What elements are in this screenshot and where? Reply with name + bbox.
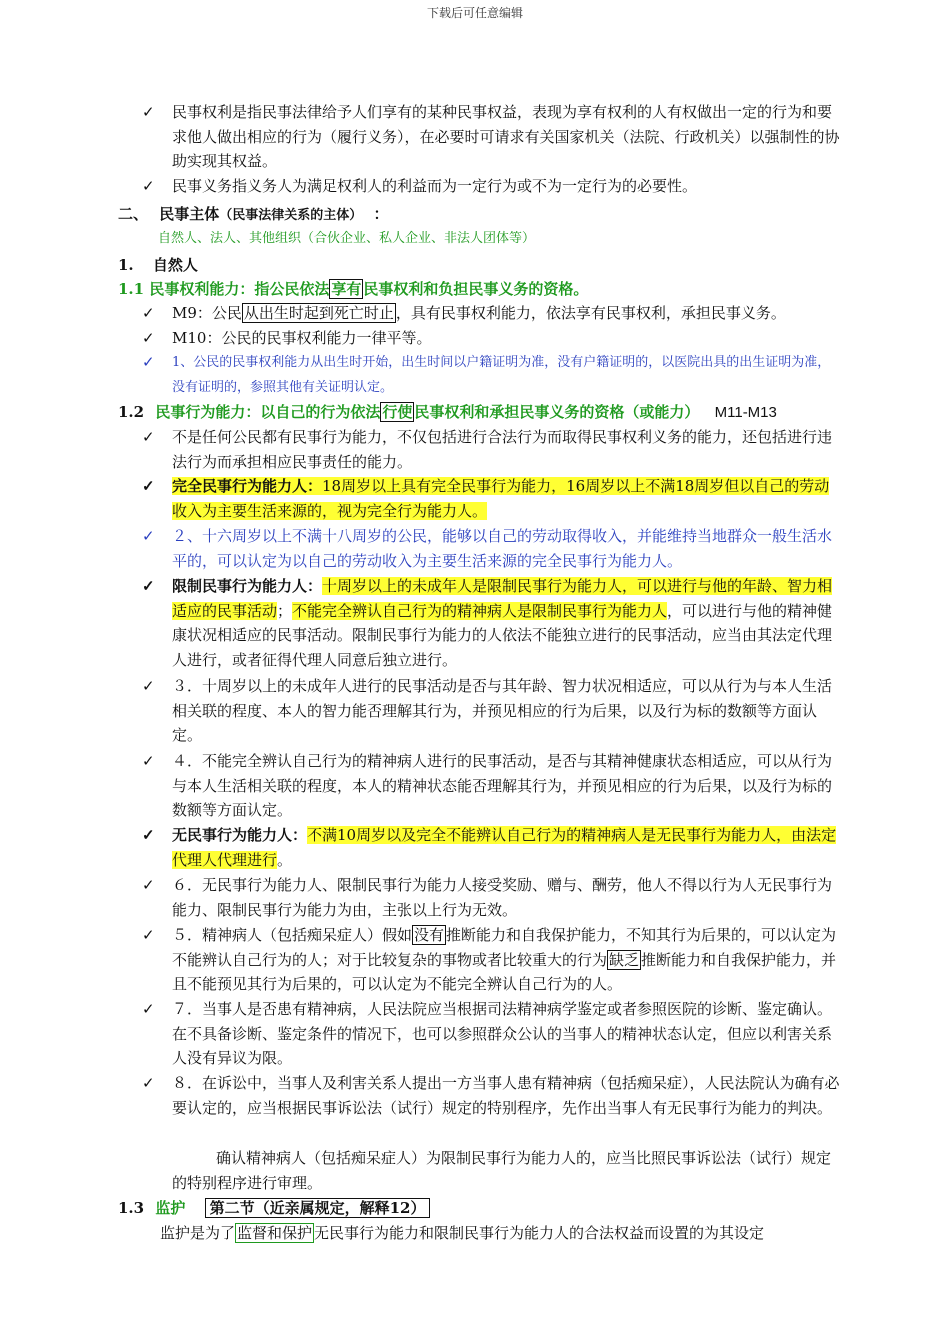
heading-text: 1.1 民事权利能力：指公民依法 <box>118 280 330 298</box>
check-icon: ✓ <box>142 477 155 495</box>
check-icon: ✓ <box>142 329 155 347</box>
article-m9-text: M9：公民 <box>172 304 242 322</box>
boxed-term: 从出生时起到死亡时止 <box>243 304 394 322</box>
article-reference: M11-M13 <box>714 404 777 421</box>
paragraph-text-end: 无民事行为能力和限制民事行为能力人的合法权益而设置的为其设定 <box>314 1224 765 1242</box>
separator: ； <box>277 601 293 620</box>
highlighted-text: 不能完全辨认自己行为的精神病人是限制民事行为能力人 <box>292 601 668 620</box>
heading-number: 1.2 <box>118 403 145 421</box>
check-icon: ✓ <box>142 826 155 844</box>
check-icon: ✓ <box>142 876 155 894</box>
paragraph-end: 。 <box>277 850 293 869</box>
highlighted-text: 不满10周岁以及完全不能辨认自己行为的精神病人是无民事行为能力人，由法定代理人代理进行 <box>172 826 837 869</box>
heading-title: 监护 <box>155 1199 186 1217</box>
section-number: 二、 <box>118 205 149 223</box>
paragraph-text: ，可以进行与他的精神健康状况相适应的民事活动。限制民事行为能力的人依法不能独立进行的民事活动，应当由其法定代理人进行，或者征得代理人同意后独立进行。 <box>172 601 833 669</box>
check-icon: ✓ <box>142 1074 155 1092</box>
check-icon: ✓ <box>142 304 155 322</box>
interpretation-note-6: ６．无民事行为能力人、限制民事行为能力人接受奖励、赠与、酬劳，他人不得以行为人无民事行为能力、限制民事行为能力为由，主张以上行为无效。 <box>172 876 833 919</box>
check-icon: ✓ <box>142 177 155 195</box>
interpretation-note-7: ７．当事人是否患有精神病，人民法院应当根据司法精神病学鉴定或者参照医院的诊断、鉴定确认。在不具备诊断、鉴定条件的情况下，也可以参照群众公认的当事人的精神状态认定，但应以利害关系人没有异议为限。 <box>172 1000 833 1067</box>
interpretation-note-4: ４．不能完全辨认自己行为的精神病人进行的民事活动，是否与其精神健康状态相适应，可以从行为与本人生活相关联的程度，本人的精神状态能否理解其行为，并预见相应的行为后果，以及行为标的数额等方面认定。 <box>172 752 833 819</box>
interpretation-note-5 <box>172 923 840 997</box>
check-icon: ✓ <box>142 353 155 371</box>
section-heading-civil-subject <box>118 202 389 229</box>
boxed-reference: 第二节（近亲属规定，解释12） <box>205 1198 431 1218</box>
highlighted-text: 十周岁以上的未成年人是限制民事行为能力人，可以进行与他的年龄、智力相适应的民事活动 <box>172 577 833 620</box>
paragraph-guardianship-purpose <box>160 1221 764 1246</box>
boxed-term: 缺乏 <box>609 950 640 969</box>
paragraph-confirmation-procedure: 确认精神病人（包括痴呆症人）为限制民事行为能力人的，应当比照民事诉讼法（试行）规定的特别程序进行审理。 <box>172 1149 832 1192</box>
section-colon: ： <box>373 205 389 223</box>
heading-number: 1.3 <box>118 1199 145 1217</box>
subsection-heading-natural-person <box>118 253 198 278</box>
boxed-term: 没有 <box>414 926 445 944</box>
paragraph-civil-obligations: 民事义务指义务人为满足权利人的利益而为一定行为或不为一定行为的必要性。 <box>172 177 698 195</box>
paragraph-no-capacity <box>172 823 840 872</box>
paragraph-conduct-capacity-scope: 不是任何公民都有民事行为能力，不仅包括进行合法行为而取得民事权利义务的能力，还包括进行违法行为而承担相应民事责任的能力。 <box>172 428 833 471</box>
check-icon: ✓ <box>142 527 155 545</box>
heading-1-2-civil-conduct-capacity <box>118 400 777 426</box>
paragraph-text: 推断能力和自我保护能力，不知其行为后果的，可以认定为不能辨认自己行为的人；对于比较复杂的事物或者比较重大的行为 <box>172 926 837 969</box>
interpretation-note-1: 1、公民的民事权利能力从出生时开始，出生时间以户籍证明为准，没有户籍证明的，以医院出具的出生证明为准，没有证明的，参照其他有关证明认定。 <box>172 355 831 395</box>
heading-text: 民事行为能力：以自己的行为依法 <box>155 403 381 421</box>
term-label: 完全民事行为能力人： <box>172 477 323 495</box>
check-icon: ✓ <box>142 677 155 695</box>
highlighted-text: 18周岁以上具有完全民事行为能力，16周岁以上不满18周岁但以自己的劳动收入为主要生活来源的，视为完全行为能力人。 <box>172 477 830 520</box>
term-label: 无民事行为能力人： <box>172 826 308 844</box>
boxed-term: 享有 <box>331 280 362 298</box>
article-m10: M10：公民的民事权利能力一律平等。 <box>172 329 432 347</box>
paragraph-limited-capacity <box>172 574 840 672</box>
boxed-term: 监督和保护 <box>237 1224 313 1242</box>
check-icon: ✓ <box>142 103 155 121</box>
heading-1-1-civil-rights-capacity <box>118 277 588 302</box>
subsection-number: 1. <box>118 256 134 274</box>
interpretation-note-3: ３．十周岁以上的未成年人进行的民事活动是否与其年龄、智力状况相适应，可以从行为与本人生活相关联的程度、本人的智力能否理解其行为，并预见相应的行为后果，以及行为标的数额等方面认定。 <box>172 677 833 744</box>
paragraph-full-capacity <box>172 474 840 523</box>
term-label: 限制民事行为能力人： <box>172 577 323 595</box>
paragraph-civil-rights: 民事权利是指民事法律给予人们享有的某种民事权益，表现为享有权利的人有权做出一定的行为和要求他人做出相应的行为（履行义务），在必要时可请求有关国家机关（法院、行政机关）以强制性的协助实现其权益。 <box>172 103 840 170</box>
article-m9-text-end: ，具有民事权利能力，依法享有民事权利，承担民事义务。 <box>395 304 786 322</box>
boxed-term: 行使 <box>382 403 413 421</box>
paragraph-text: 推断能力和自我保护能力，并且不能预见其行为后果的，可以认定为不能完全辨认自己行为的人。 <box>172 950 837 993</box>
check-icon: ✓ <box>142 752 155 770</box>
section-subtitle: （民事法律关系的主体） <box>219 208 363 223</box>
check-icon: ✓ <box>142 926 155 944</box>
section-title: 民事主体 <box>159 205 220 223</box>
check-icon: ✓ <box>142 1000 155 1018</box>
subsection-title: 自然人 <box>152 256 198 274</box>
heading-1-3-guardianship <box>118 1196 430 1221</box>
section-note-subject-types: 自然人、法人、其他组织（合伙企业、私人企业、非法人团体等） <box>158 231 536 246</box>
article-m9 <box>172 301 786 326</box>
paragraph-text: ５．精神病人（包括痴呆症人）假如 <box>172 926 413 944</box>
paragraph-text: 监护是为了 <box>160 1224 236 1242</box>
interpretation-note-8: ８．在诉讼中，当事人及利害关系人提出一方当事人患有精神病（包括痴呆症），人民法院认为确有必要认定的，应当根据民事诉讼法（试行）规定的特别程序，先作出当事人有无民事行为能力的判决。 <box>172 1074 840 1117</box>
check-icon: ✓ <box>142 577 155 595</box>
heading-text-end: 民事权利和负担民事义务的资格。 <box>363 280 589 298</box>
check-icon: ✓ <box>142 428 155 446</box>
interpretation-note-2: ２、十六周岁以上不满十八周岁的公民，能够以自己的劳动取得收入，并能维持当地群众一般生活水平的，可以认定为以自己的劳动收入为主要生活来源的完全民事行为能力人。 <box>172 527 833 570</box>
heading-text-end: 民事权利和承担民事义务的资格（或能力） <box>414 403 700 421</box>
page-header: 下载后可任意编辑 <box>426 6 523 20</box>
